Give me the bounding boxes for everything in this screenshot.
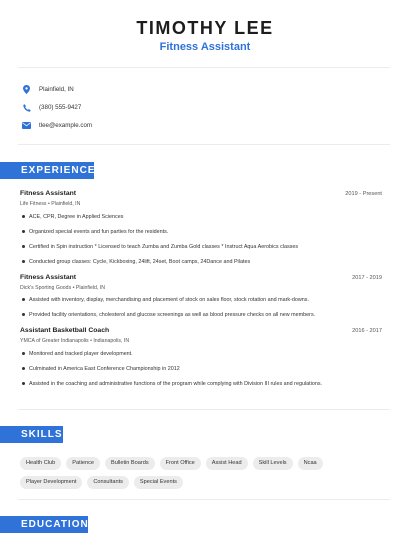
list-item: Certified in Spin instruction * Licensed to teach Zumba and Zumba Gold classes * Instruct Aqua Aerobics classes [22,244,298,250]
contact-location [22,85,74,94]
section-heading-experience: EXPERIENCE [0,162,94,179]
job-organization: YMCA of Greater Indianapolis • Indianapolis, IN [20,338,130,344]
section-heading-skills: SKILLS [0,426,63,443]
skill-chip: Bulletin Boards [105,457,155,470]
list-item: Provided facility orientations, cholesterol and glucose screenings as well as blood pressure checks on all new members. [22,312,315,318]
job-organization: Life Fitness • Plainfield, IN [20,201,81,207]
mail-icon [22,121,31,130]
list-item: Culminated in America East Conference Championship in 2012 [22,366,180,372]
divider [18,67,390,68]
contact-location-text: Plainfield, IN [39,86,74,93]
job-organization: Dick's Sporting Goods • Plainfield, IN [20,285,105,291]
list-item: Assisted in the coaching and administrative functions of the program while complying with Division III rules and regulations. [22,381,322,387]
list-item: Conducted group classes: Cycle, Kickboxing, 24lift, 24set, Boot camps, 24Dance and Pilates [22,259,250,265]
candidate-role: Fitness Assistant [159,41,251,53]
job-date: 2016 - 2017 [352,328,382,334]
contact-email [22,121,92,130]
divider [18,499,390,500]
job-title: Fitness Assistant [20,274,77,281]
contact-phone [22,103,81,112]
list-item: Organized special events and fun parties for the residents. [22,229,168,235]
job-title: Assistant Basketball Coach [20,327,110,334]
location-pin-icon [22,85,31,94]
skills-list [20,457,390,489]
skill-chip: Player Development [20,476,82,489]
skill-chip: Skill Levels [253,457,293,470]
job-date: 2017 - 2019 [352,275,382,281]
skill-chip: Patience [66,457,100,470]
skill-chip: Special Events [134,476,183,489]
skill-chip: Health Club [20,457,61,470]
skill-chip: Consultants [87,476,129,489]
job-title: Fitness Assistant [20,190,77,197]
divider [18,409,390,410]
job-date: 2019 - Present [345,191,382,197]
contact-phone-text: (380) 555-9427 [39,104,82,111]
list-item: Assisted with inventory, display, merchandising and placement of stock on sales floor, stock rotation and mark-downs. [22,297,309,303]
skill-chip: Front Office [160,457,201,470]
list-item: Monitored and tracked player development. [22,351,133,357]
skill-chip: Assist Head [206,457,248,470]
divider [18,144,390,145]
section-heading-education: EDUCATION [0,516,88,533]
contact-email-text: tlee@example.com [39,122,93,129]
candidate-name: TIMOTHY LEE [136,18,274,38]
skill-chip: Ncaa [298,457,323,470]
list-item: ACE, CPR, Degree in Applied Sciences [22,214,123,220]
phone-icon [22,103,31,112]
